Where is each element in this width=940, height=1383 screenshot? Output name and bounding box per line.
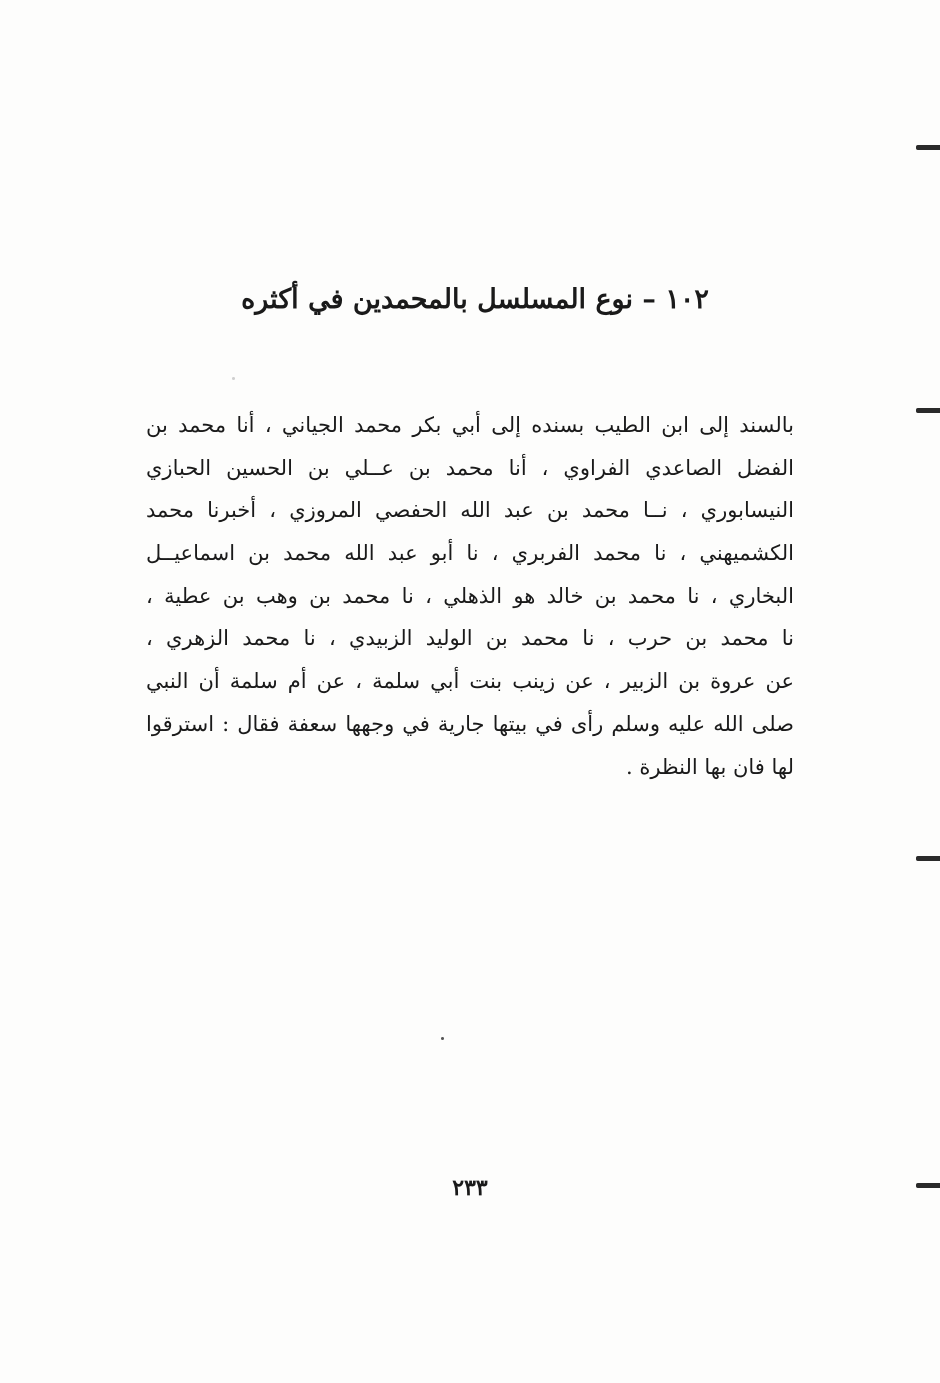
binding-edge-mark xyxy=(916,408,940,413)
text-line: عن عروة بن الزبير ، عن زينب بنت أبي سلمة ، عن أم سلمة أن النبي xyxy=(146,669,794,694)
text-line: الكشميهني ، نا محمد الفربري ، نا أبو عبد الله محمد بن اسماعيــل xyxy=(146,541,794,566)
text-line: البخاري ، نا محمد بن خالد هو الذهلي ، نا محمد بن وهب بن عطية ، xyxy=(146,583,794,608)
scan-speck xyxy=(232,377,235,380)
hadith-text xyxy=(146,404,794,788)
text-line: صلى الله عليه وسلم رأى في بيتها جارية في وجهها سعفة فقال : استرقوا xyxy=(146,711,794,736)
page-number: ٢٣٣ xyxy=(452,1175,488,1201)
text-line: النيسابوري ، نــا محمد بن عبد الله الحفصي المروزي ، أخبرنا محمد xyxy=(146,498,794,523)
binding-edge-mark xyxy=(916,856,940,861)
text-line: لها فان بها النظرة . xyxy=(625,754,794,779)
text-line: نا محمد بن حرب ، نا محمد بن الوليد الزبيدي ، نا محمد الزهري ، xyxy=(146,626,794,651)
scan-speck xyxy=(441,1037,444,1040)
binding-edge-mark xyxy=(916,145,940,150)
binding-edge-mark xyxy=(916,1183,940,1188)
text-line: بالسند إلى ابن الطيب بسنده إلى أبي بكر محمد الجياني ، أنا محمد بن xyxy=(146,413,794,437)
section-heading: ١٠٢ – نوع المسلسل بالمحمدين في أكثره xyxy=(241,284,709,315)
text-line: الفضل الصاعدي الفراوي ، أنا محمد بن عــلي بن الحسين الحبازي xyxy=(146,455,794,480)
